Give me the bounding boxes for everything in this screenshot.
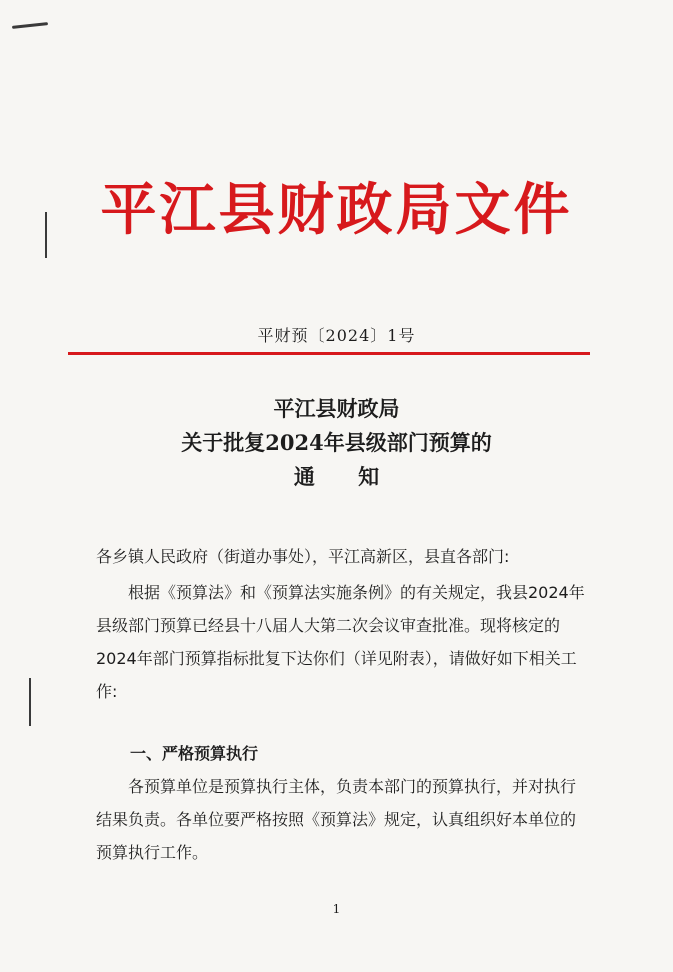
title-line-1: 平江县财政局	[273, 396, 400, 421]
page-number: 1	[332, 902, 341, 916]
title-line-3: 通 知	[293, 464, 398, 489]
section-heading-1: 一、严格预算执行	[130, 744, 259, 763]
paragraph-2-wrap	[96, 770, 588, 869]
scan-mark	[29, 678, 31, 726]
notice-title	[0, 392, 673, 494]
issuer-header-title: 平江县财政局文件	[100, 177, 573, 243]
paragraph-1-wrap	[96, 576, 588, 708]
scan-mark	[12, 22, 48, 29]
salutation: 各乡镇人民政府（街道办事处），平江高新区，县直各部门:	[96, 547, 510, 566]
paragraph-2: 各预算单位是预算执行主体，负责本部门的预算执行，并对执行结果负责。各单位要严格按照《预算法》规定，认真组织好本单位的预算执行工作。	[96, 777, 577, 862]
title-line-2: 关于批复2024年县级部门预算的	[181, 430, 492, 455]
document-number: 平财预〔2024〕1号	[257, 326, 416, 345]
paragraph-1: 根据《预算法》和《预算法实施条例》的有关规定，我县2024年县级部门预算已经县十八届人大第二次会议审查批准。现将核定的2024年部门预算指标批复下达你们（详见附表），请做好如下相关工作:	[96, 583, 585, 701]
red-divider-line	[68, 352, 590, 355]
